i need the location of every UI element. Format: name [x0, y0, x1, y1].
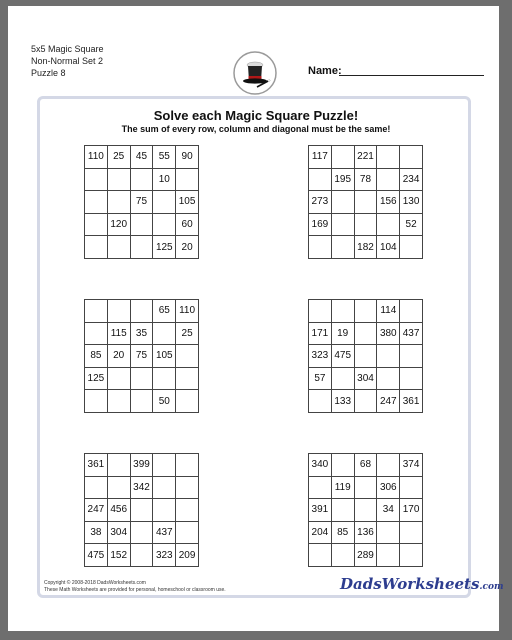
grid-cell: 114: [377, 300, 400, 323]
grid-cell: 323: [153, 544, 176, 567]
grid-cell: 475: [331, 345, 354, 368]
grid-cell: 75: [130, 191, 153, 214]
grid-cell: 20: [107, 345, 130, 368]
grid-cell[interactable]: [354, 345, 377, 368]
grid-cell: 110: [176, 300, 199, 323]
grid-cell: 105: [153, 345, 176, 368]
grid-cell: 209: [176, 544, 199, 567]
grid-cell: 45: [130, 146, 153, 169]
grid-cell: 125: [85, 367, 108, 390]
grid-row: [309, 322, 423, 345]
grid-row: [85, 345, 199, 368]
grid-cell: 340: [309, 454, 332, 477]
grid-cell[interactable]: [153, 322, 176, 345]
grid-cell: 68: [354, 454, 377, 477]
grid-row: [85, 454, 199, 477]
grid-cell[interactable]: [176, 521, 199, 544]
grid-row: [85, 168, 199, 191]
grid-row: [85, 499, 199, 522]
name-label: Name:: [308, 65, 342, 77]
grid-cell[interactable]: [354, 300, 377, 323]
grid-cell: 35: [130, 322, 153, 345]
grid-cell[interactable]: [331, 236, 354, 259]
grid-cell: 391: [309, 499, 332, 522]
grid-cell: 78: [354, 168, 377, 191]
grid-cell: 38: [85, 521, 108, 544]
grid-row: [309, 521, 423, 544]
footer: [44, 580, 226, 594]
puzzle-number: Puzzle 8: [31, 68, 66, 78]
grid-cell: 456: [107, 499, 130, 522]
grid-cell[interactable]: [309, 236, 332, 259]
grid-cell: 136: [354, 521, 377, 544]
logo-word-worksheets: Worksheets: [381, 575, 480, 593]
grid-cell[interactable]: [331, 146, 354, 169]
dadsworksheets-logo: [340, 575, 504, 593]
grid-cell: 65: [153, 300, 176, 323]
grid-cell[interactable]: [85, 476, 108, 499]
grid-cell: 104: [377, 236, 400, 259]
grid-cell[interactable]: [354, 322, 377, 345]
grid-cell[interactable]: [309, 300, 332, 323]
grid-cell[interactable]: [354, 213, 377, 236]
grid-cell[interactable]: [400, 345, 423, 368]
grid-cell[interactable]: [85, 300, 108, 323]
grid-row: [309, 367, 423, 390]
grid-cell[interactable]: [153, 213, 176, 236]
grid-cell[interactable]: [130, 390, 153, 413]
grid-cell[interactable]: [176, 367, 199, 390]
grid-cell: 50: [153, 390, 176, 413]
grid-cell[interactable]: [331, 544, 354, 567]
grid-row: [85, 367, 199, 390]
grid-row: [309, 454, 423, 477]
grid-cell[interactable]: [309, 544, 332, 567]
grid-row: [85, 322, 199, 345]
grid-cell[interactable]: [309, 390, 332, 413]
grid-row: [309, 146, 423, 169]
grid-row: [309, 544, 423, 567]
grid-cell: 273: [309, 191, 332, 214]
grid-cell: 75: [130, 345, 153, 368]
grid-cell: 117: [309, 146, 332, 169]
grid-cell[interactable]: [354, 191, 377, 214]
magic-hat-icon: [232, 50, 278, 96]
grid-cell[interactable]: [153, 367, 176, 390]
grid-cell: 182: [354, 236, 377, 259]
grid-cell[interactable]: [331, 367, 354, 390]
grid-cell[interactable]: [400, 476, 423, 499]
grid-cell[interactable]: [130, 499, 153, 522]
grid-cell: 25: [107, 146, 130, 169]
grid-cell[interactable]: [153, 499, 176, 522]
grid-cell: 115: [107, 322, 130, 345]
magic-square-5: [84, 453, 199, 567]
grid-cell: 374: [400, 454, 423, 477]
copyright-text: Copyright © 2008-2018 DadsWorksheets.com: [44, 580, 146, 586]
grid-cell[interactable]: [377, 146, 400, 169]
grid-row: [309, 236, 423, 259]
grid-cell[interactable]: [377, 454, 400, 477]
grid-cell: 304: [354, 367, 377, 390]
grid-cell[interactable]: [176, 499, 199, 522]
grid-cell: 195: [331, 168, 354, 191]
grid-cell[interactable]: [400, 544, 423, 567]
grid-row: [309, 390, 423, 413]
grid-cell: 204: [309, 521, 332, 544]
grid-cell: 304: [107, 521, 130, 544]
grid-cell[interactable]: [130, 300, 153, 323]
grid-cell: 399: [130, 454, 153, 477]
instructions-subtitle: The sum of every row, column and diagonal must be the same!: [121, 124, 391, 134]
grid-row: [85, 476, 199, 499]
grid-cell[interactable]: [309, 476, 332, 499]
grid-cell[interactable]: [377, 544, 400, 567]
grid-cell: 152: [107, 544, 130, 567]
grid-cell: 34: [377, 499, 400, 522]
grid-cell[interactable]: [354, 390, 377, 413]
grid-cell[interactable]: [377, 168, 400, 191]
logo-word-dads: Dads: [340, 575, 382, 593]
grid-cell: 380: [377, 322, 400, 345]
grid-row: [309, 191, 423, 214]
grid-cell[interactable]: [107, 168, 130, 191]
grid-row: [309, 499, 423, 522]
grid-cell: 475: [85, 544, 108, 567]
grid-cell[interactable]: [107, 236, 130, 259]
grid-cell: 361: [85, 454, 108, 477]
grid-cell: 60: [176, 213, 199, 236]
grid-cell[interactable]: [85, 213, 108, 236]
grid-cell[interactable]: [400, 521, 423, 544]
grid-cell: 361: [400, 390, 423, 413]
grid-cell: 171: [309, 322, 332, 345]
grid-cell: 10: [153, 168, 176, 191]
grid-cell: 110: [85, 146, 108, 169]
grid-cell: 234: [400, 168, 423, 191]
grid-cell[interactable]: [176, 390, 199, 413]
grid-row: [85, 213, 199, 236]
grid-row: [85, 146, 199, 169]
grid-cell: 156: [377, 191, 400, 214]
grid-row: [309, 476, 423, 499]
grid-cell: 25: [176, 322, 199, 345]
grid-cell[interactable]: [130, 521, 153, 544]
grid-cell: 133: [331, 390, 354, 413]
grid-cell[interactable]: [85, 322, 108, 345]
grid-cell[interactable]: [153, 454, 176, 477]
usage-note: These Math Worksheets are provided for personal, homeschool or classroom use.: [44, 587, 226, 593]
grid-cell: 57: [309, 367, 332, 390]
grid-cell: 20: [176, 236, 199, 259]
grid-cell: 247: [85, 499, 108, 522]
grid-cell: 125: [153, 236, 176, 259]
grid-cell[interactable]: [176, 454, 199, 477]
grid-cell: 169: [309, 213, 332, 236]
grid-cell: 105: [176, 191, 199, 214]
grid-cell: 120: [107, 213, 130, 236]
magic-square-1: [84, 145, 199, 259]
grid-cell: 55: [153, 146, 176, 169]
grid-cell: 437: [153, 521, 176, 544]
grid-row: [309, 300, 423, 323]
grid-row: [85, 236, 199, 259]
grid-cell[interactable]: [176, 345, 199, 368]
grid-cell[interactable]: [130, 168, 153, 191]
grid-cell[interactable]: [354, 499, 377, 522]
worksheet-type: 5x5 Magic Square: [31, 44, 104, 54]
grid-cell: 342: [130, 476, 153, 499]
grid-cell[interactable]: [400, 146, 423, 169]
instructions-title: Solve each Magic Square Puzzle!: [153, 108, 359, 123]
grid-cell[interactable]: [130, 213, 153, 236]
grid-cell[interactable]: [107, 300, 130, 323]
grid-cell: 85: [331, 521, 354, 544]
grid-cell: 221: [354, 146, 377, 169]
grid-row: [85, 390, 199, 413]
grid-cell[interactable]: [85, 191, 108, 214]
grid-cell: 90: [176, 146, 199, 169]
grid-cell: 119: [331, 476, 354, 499]
worksheet-info: [31, 43, 104, 79]
grid-cell: 52: [400, 213, 423, 236]
grid-cell[interactable]: [176, 476, 199, 499]
grid-row: [85, 544, 199, 567]
grid-row: [309, 213, 423, 236]
grid-row: [85, 191, 199, 214]
grid-cell[interactable]: [331, 454, 354, 477]
grid-cell: 170: [400, 499, 423, 522]
grid-cell: 437: [400, 322, 423, 345]
grid-cell[interactable]: [130, 367, 153, 390]
grid-cell[interactable]: [85, 236, 108, 259]
grid-cell[interactable]: [176, 168, 199, 191]
logo-domain: .com: [479, 582, 504, 592]
grid-cell[interactable]: [107, 454, 130, 477]
grid-cell[interactable]: [107, 367, 130, 390]
grid-cell[interactable]: [377, 367, 400, 390]
worksheet-set: Non-Normal Set 2: [31, 56, 104, 66]
grid-cell[interactable]: [377, 521, 400, 544]
grid-cell[interactable]: [107, 191, 130, 214]
grid-cell[interactable]: [331, 499, 354, 522]
grid-cell[interactable]: [377, 345, 400, 368]
grid-cell[interactable]: [400, 367, 423, 390]
grid-cell: 306: [377, 476, 400, 499]
grid-row: [309, 168, 423, 191]
magic-square-6: [308, 453, 423, 567]
grid-cell: 85: [85, 345, 108, 368]
magic-square-2: [308, 145, 423, 259]
grid-cell[interactable]: [130, 544, 153, 567]
grid-cell: 323: [309, 345, 332, 368]
grid-cell[interactable]: [354, 476, 377, 499]
name-field[interactable]: [339, 75, 484, 76]
grid-cell[interactable]: [400, 236, 423, 259]
grid-row: [85, 300, 199, 323]
grid-row: [85, 521, 199, 544]
grid-cell[interactable]: [331, 213, 354, 236]
grid-cell: 247: [377, 390, 400, 413]
grid-cell[interactable]: [400, 300, 423, 323]
grid-cell: 289: [354, 544, 377, 567]
grid-cell[interactable]: [153, 191, 176, 214]
magic-square-4: [308, 299, 423, 413]
grid-cell[interactable]: [377, 213, 400, 236]
grid-cell[interactable]: [85, 390, 108, 413]
grid-cell[interactable]: [85, 168, 108, 191]
grid-cell: 130: [400, 191, 423, 214]
grid-row: [309, 345, 423, 368]
grid-cell[interactable]: [153, 476, 176, 499]
grid-cell[interactable]: [130, 236, 153, 259]
magic-square-3: [84, 299, 199, 413]
grid-cell[interactable]: [331, 300, 354, 323]
grid-cell[interactable]: [309, 168, 332, 191]
grid-cell[interactable]: [331, 191, 354, 214]
grid-cell[interactable]: [107, 390, 130, 413]
grid-cell[interactable]: [107, 476, 130, 499]
grid-cell: 19: [331, 322, 354, 345]
